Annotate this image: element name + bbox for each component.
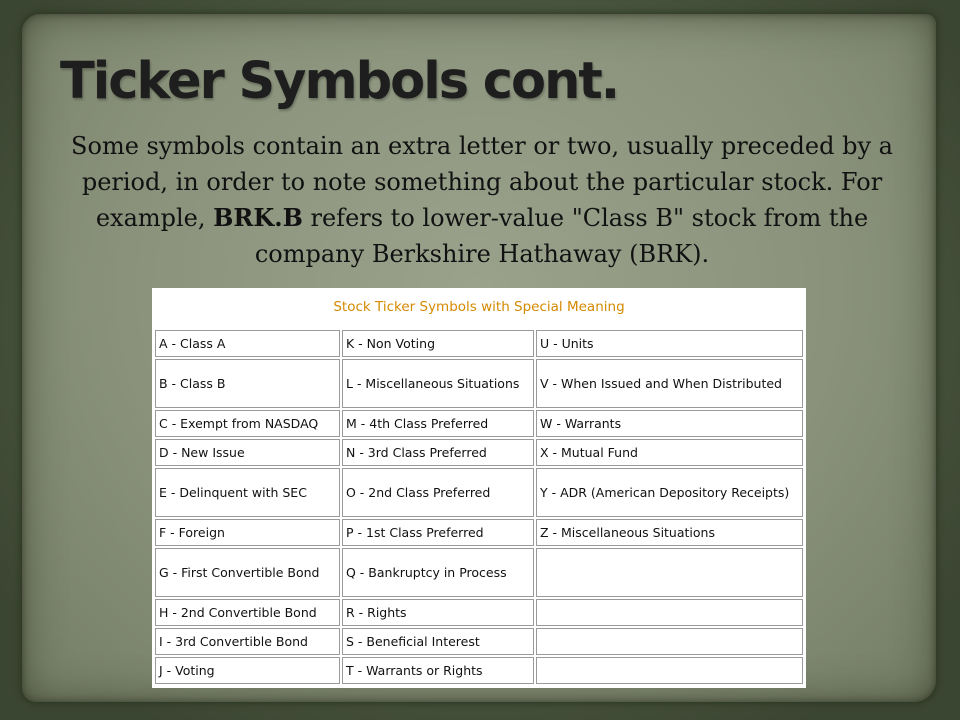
table-cell: J - Voting: [155, 657, 340, 684]
table-cell: X - Mutual Fund: [536, 439, 803, 466]
ticker-table-image: [152, 288, 806, 688]
table-cell: K - Non Voting: [342, 330, 534, 357]
table-cell: [536, 657, 803, 684]
table-cell: I - 3rd Convertible Bond: [155, 628, 340, 655]
table-cell: [536, 548, 803, 597]
table-row: [155, 657, 803, 684]
table-cell: Q - Bankruptcy in Process: [342, 548, 534, 597]
table-row: [155, 330, 803, 357]
table-cell: [536, 599, 803, 626]
table-cell: O - 2nd Class Preferred: [342, 468, 534, 517]
table-row: [155, 628, 803, 655]
body-text-before: Some symbols contain an extra letter or two, usually preceded by a period, in order to note something about the particular stock. For example,: [71, 132, 893, 232]
table-cell: [536, 628, 803, 655]
slide-body-text: [56, 128, 908, 272]
table-row: [155, 439, 803, 466]
table-row: [155, 359, 803, 408]
table-cell: L - Miscellaneous Situations: [342, 359, 534, 408]
table-cell: U - Units: [536, 330, 803, 357]
table-cell: Z - Miscellaneous Situations: [536, 519, 803, 546]
table-cell: E - Delinquent with SEC: [155, 468, 340, 517]
table-cell: A - Class A: [155, 330, 340, 357]
table-cell: M - 4th Class Preferred: [342, 410, 534, 437]
table-cell: D - New Issue: [155, 439, 340, 466]
table-cell: T - Warrants or Rights: [342, 657, 534, 684]
table-cell: G - First Convertible Bond: [155, 548, 340, 597]
table-row: [155, 519, 803, 546]
table-cell: Y - ADR (American Depository Receipts): [536, 468, 803, 517]
table-cell: V - When Issued and When Distributed: [536, 359, 803, 408]
table-cell: F - Foreign: [155, 519, 340, 546]
table-cell: H - 2nd Convertible Bond: [155, 599, 340, 626]
table-cell: S - Beneficial Interest: [342, 628, 534, 655]
ticker-table-title: Stock Ticker Symbols with Special Meaning: [333, 299, 625, 315]
table-cell: P - 1st Class Preferred: [342, 519, 534, 546]
table-cell: N - 3rd Class Preferred: [342, 439, 534, 466]
table-row: [155, 468, 803, 517]
table-cell: C - Exempt from NASDAQ: [155, 410, 340, 437]
table-row: [155, 548, 803, 597]
table-cell: W - Warrants: [536, 410, 803, 437]
body-text-bold-symbol: BRK.B: [213, 203, 303, 232]
table-cell: R - Rights: [342, 599, 534, 626]
body-text-after: refers to lower-value "Class B" stock from the company Berkshire Hathaway (BRK).: [254, 204, 869, 268]
slide-title: Ticker Symbols cont.: [60, 52, 619, 111]
table-row: [155, 410, 803, 437]
ticker-symbols-table: [153, 328, 805, 686]
table-cell: B - Class B: [155, 359, 340, 408]
table-row: [155, 599, 803, 626]
